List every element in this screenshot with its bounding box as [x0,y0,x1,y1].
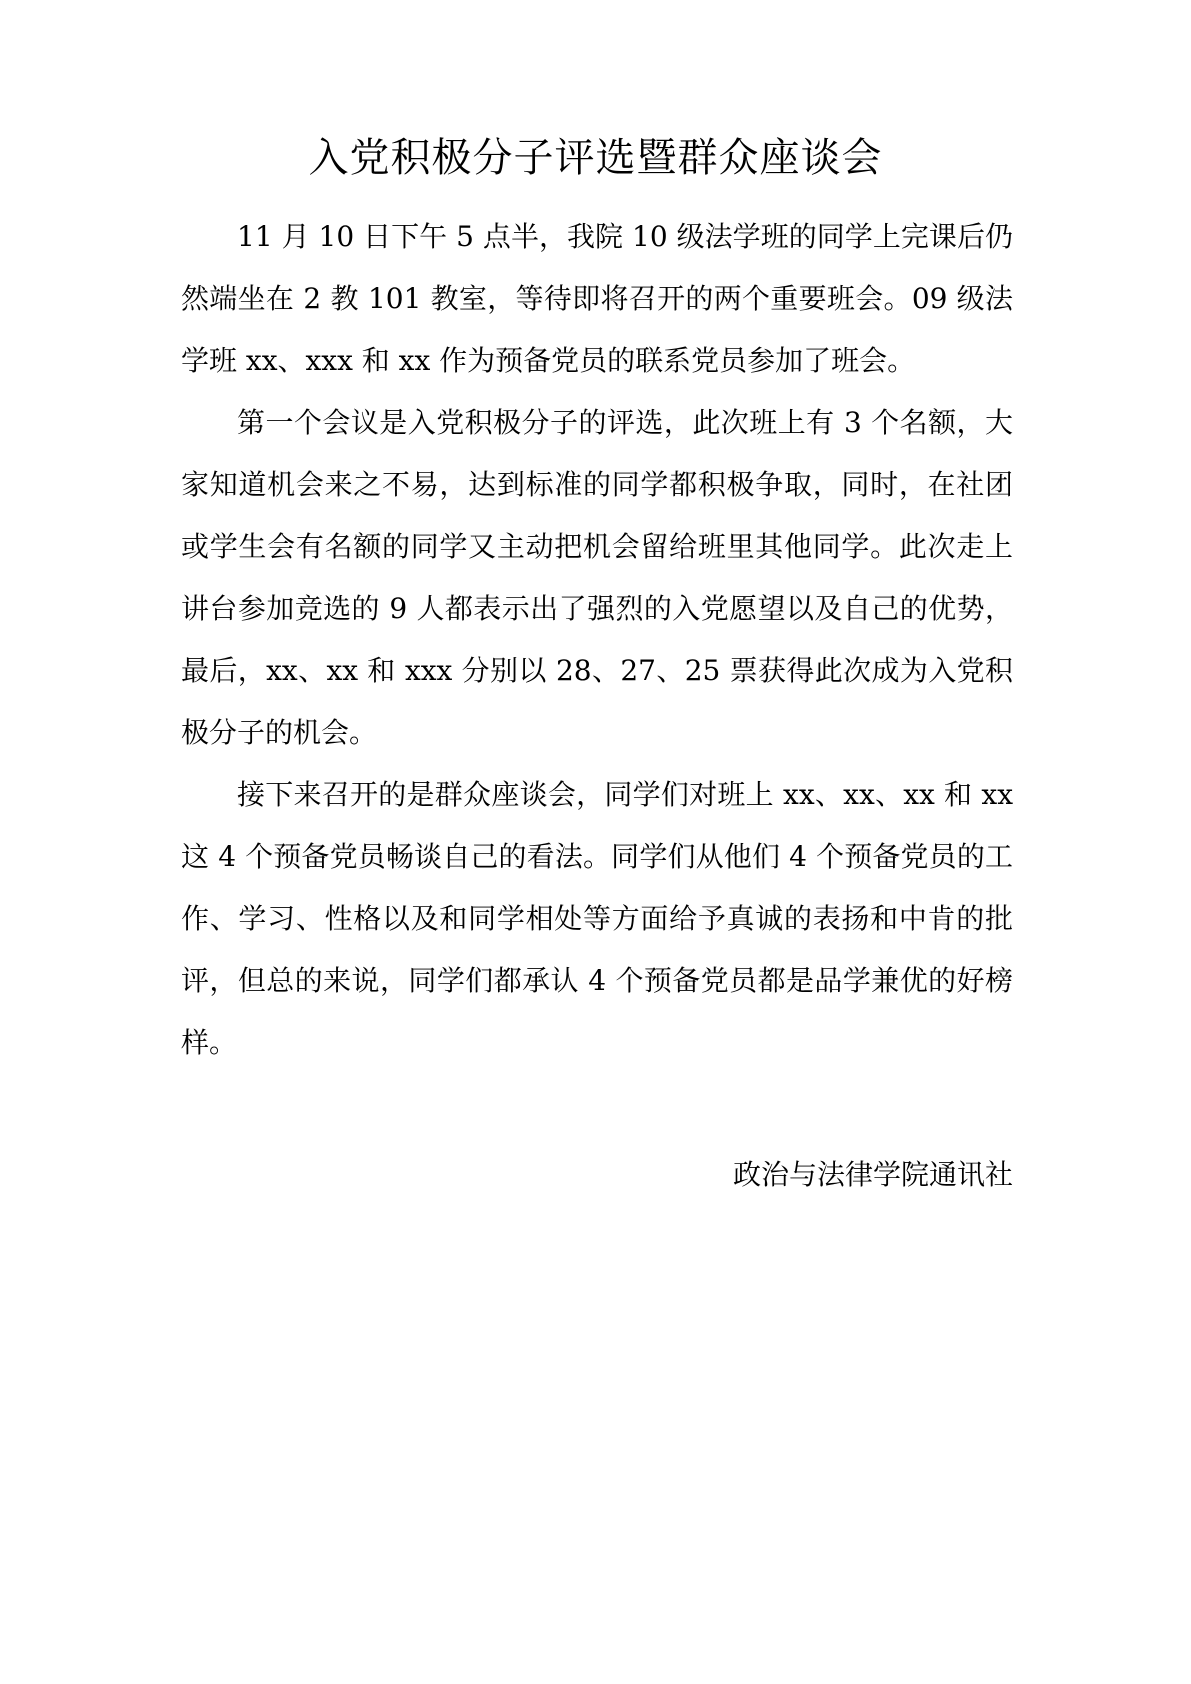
document-body [181,206,1013,1074]
paragraph-mass-forum: 接下来召开的是群众座谈会，同学们对班上 xx、xx、xx 和 xx 这 4 个预备党员畅谈自己的看法。同学们从他们 4 个预备党员的工作、学习、性格以及和同学相处等方面给予真诚的表扬和中肯的批评，但总的来说，同学们都承认 4 个预备党员都是品学兼优的好榜样。 [181,778,1013,1059]
document-title: 入党积极分子评选暨群众座谈会 [308,135,883,181]
paragraph-meeting-intro: 11 月 10 日下午 5 点半，我院 10 级法学班的同学上完课后仍然端坐在 2 教 101 教室，等待即将召开的两个重要班会。09 级法学班 xx、xxx 和 xx 作为预备党员的联系党员参加了班会。 [181,220,1013,377]
paragraph-activist-election: 第一个会议是入党积极分子的评选，此次班上有 3 个名额，大家知道机会来之不易，达到标准的同学都积极争取，同时，在社团或学生会有名额的同学又主动把机会留给班里其他同学。此次走上讲台参加竞选的 9 人都表示出了强烈的入党愿望以及自己的优势，最后，xx、xx 和 xxx 分别以 28、27、25 票获得此次成为入党积极分子的机会。 [181,406,1013,749]
document-signature: 政治与法律学院通讯社 [732,1158,1013,1191]
